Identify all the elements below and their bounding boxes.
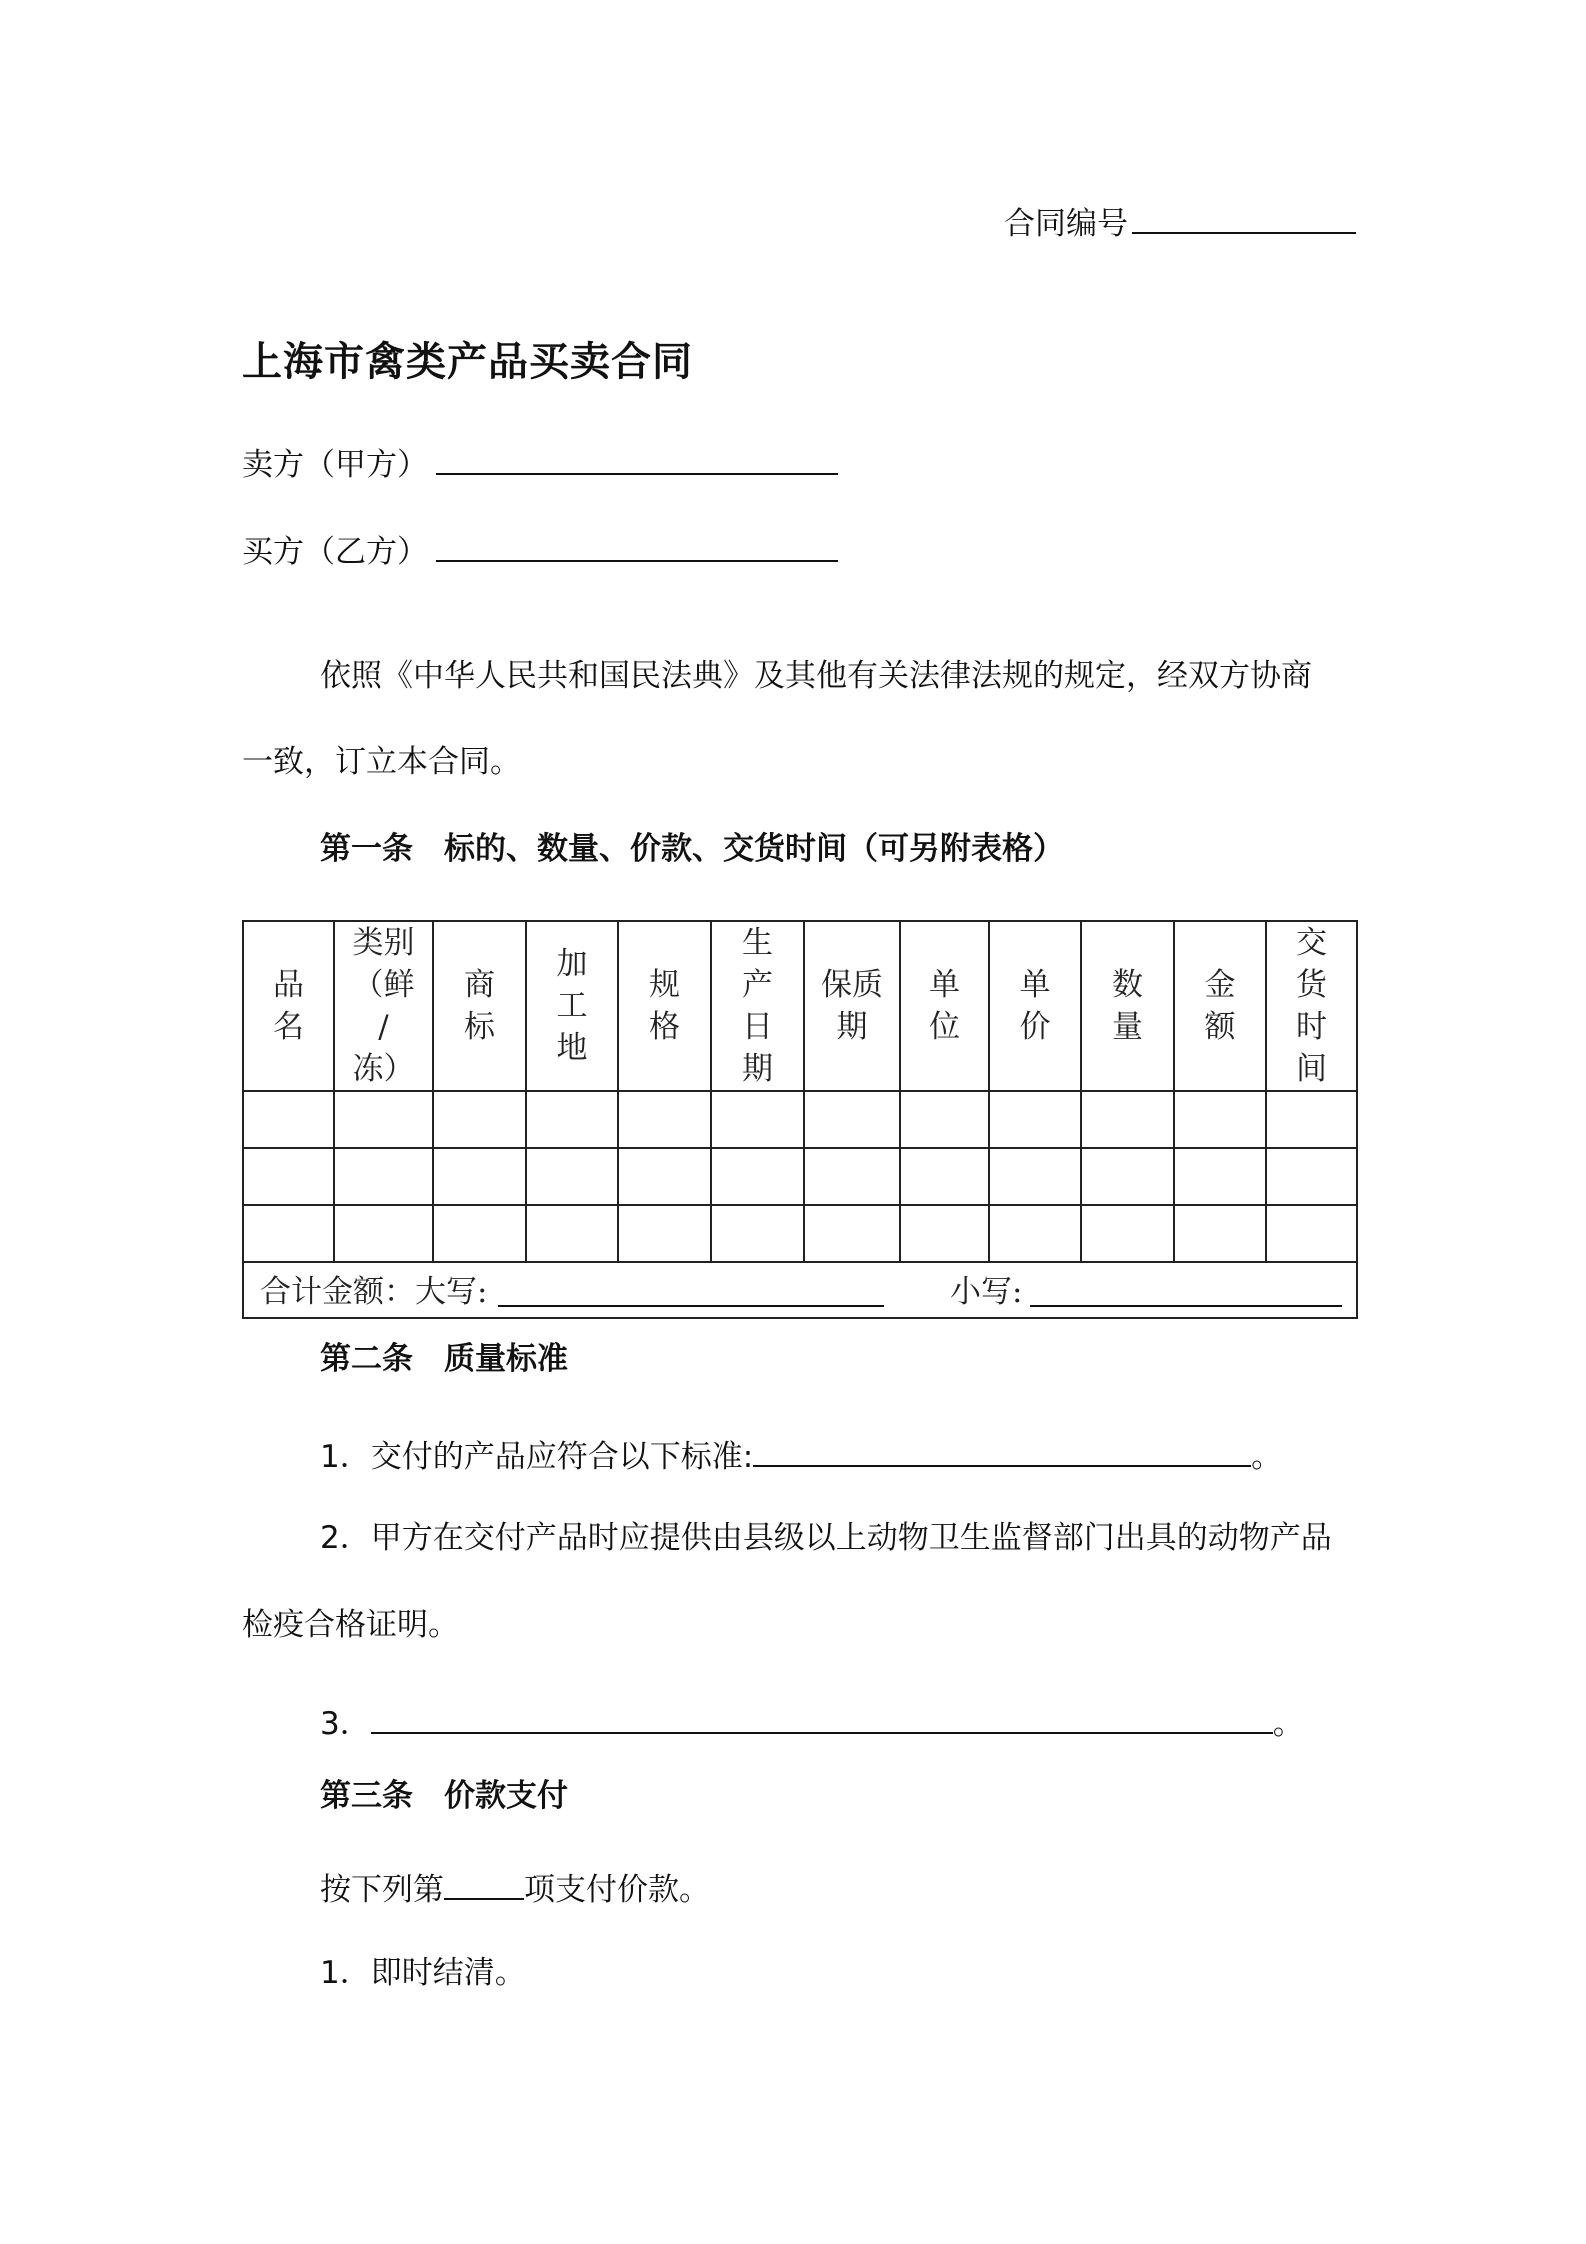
- table-cell[interactable]: [1266, 1205, 1357, 1262]
- article-2-title: 第二条 质量标准: [320, 1341, 568, 1377]
- total-amount-figures-field[interactable]: [1030, 1277, 1342, 1307]
- table-cell[interactable]: [989, 1148, 1081, 1205]
- table-cell[interactable]: [334, 1148, 433, 1205]
- header-amount: 金 额: [1174, 921, 1266, 1091]
- header-production-date: 生 产 日 期: [711, 921, 804, 1091]
- header-processing-place: 加 工 地: [526, 921, 618, 1091]
- table-cell[interactable]: [1081, 1091, 1174, 1148]
- table-cell[interactable]: [433, 1205, 526, 1262]
- article-2-item-2-line-1: 2．甲方在交付产品时应提供由县级以上动物卫生监督部门出具的动物产品: [320, 1520, 1332, 1556]
- article-1-title: 第一条 标的、数量、价款、交货时间（可另附表格）: [320, 831, 1064, 867]
- table-cell[interactable]: [243, 1205, 334, 1262]
- contract-number-line: [1004, 202, 1356, 240]
- article-2-item-3: [320, 1702, 1304, 1740]
- header-brand: 商 标: [433, 921, 526, 1091]
- article-2-item-1-text: 1．交付的产品应符合以下标准:: [320, 1439, 754, 1475]
- buyer-field[interactable]: [436, 530, 838, 562]
- article-3-item-1: 1．即时结清。: [320, 1955, 526, 1991]
- table-cell[interactable]: [900, 1205, 989, 1262]
- table-cell[interactable]: [334, 1091, 433, 1148]
- article-2-item-3-field[interactable]: [371, 1702, 1273, 1734]
- header-category: 类别 （鲜 / 冻）: [334, 921, 433, 1091]
- table-total-row: [243, 1262, 1357, 1318]
- total-amount-figures-label: 小写:: [950, 1274, 1023, 1310]
- contract-number-field[interactable]: [1132, 202, 1356, 234]
- table-cell[interactable]: [618, 1205, 711, 1262]
- table-cell[interactable]: [804, 1205, 900, 1262]
- table-cell[interactable]: [711, 1205, 804, 1262]
- intro-line-2: 一致，订立本合同。: [242, 744, 521, 780]
- total-amount-words-label: 合计金额：大写:: [260, 1274, 488, 1310]
- header-product-name: 品 名: [243, 921, 334, 1091]
- table-row: [243, 1205, 1357, 1262]
- table-cell[interactable]: [618, 1148, 711, 1205]
- header-quantity: 数 量: [1081, 921, 1174, 1091]
- table-cell[interactable]: [526, 1148, 618, 1205]
- article-2-item-1: [320, 1435, 1282, 1473]
- table-cell[interactable]: [1174, 1148, 1266, 1205]
- table-header-row: [243, 921, 1357, 1091]
- table-cell[interactable]: [711, 1148, 804, 1205]
- header-unit-price: 单 价: [989, 921, 1081, 1091]
- article-3-intro-post: 项支付价款。: [524, 1872, 710, 1908]
- buyer-line: [242, 530, 838, 568]
- table-cell[interactable]: [1266, 1091, 1357, 1148]
- table-cell[interactable]: [334, 1205, 433, 1262]
- intro-line-1: 依照《中华人民共和国民法典》及其他有关法律法规的规定，经双方协商: [320, 658, 1312, 694]
- table-cell[interactable]: [711, 1091, 804, 1148]
- article-2-item-2-line-2: 检疫合格证明。: [242, 1607, 459, 1643]
- article-3-title: 第三条 价款支付: [320, 1778, 568, 1814]
- payment-option-field[interactable]: [444, 1868, 524, 1900]
- total-amount-words-field[interactable]: [498, 1277, 884, 1307]
- quality-standard-field[interactable]: [753, 1435, 1251, 1467]
- table-cell[interactable]: [243, 1091, 334, 1148]
- header-shelf-life: 保质 期: [804, 921, 900, 1091]
- table-cell[interactable]: [1081, 1148, 1174, 1205]
- table-cell[interactable]: [243, 1148, 334, 1205]
- table-cell[interactable]: [900, 1148, 989, 1205]
- table-cell[interactable]: [804, 1148, 900, 1205]
- table-cell[interactable]: [1174, 1205, 1266, 1262]
- goods-table: [242, 920, 1358, 1319]
- table-cell[interactable]: [433, 1091, 526, 1148]
- total-cell: [243, 1262, 1357, 1318]
- table-cell[interactable]: [1266, 1148, 1357, 1205]
- header-specification: 规 格: [618, 921, 711, 1091]
- table-cell[interactable]: [433, 1148, 526, 1205]
- contract-number-label: 合同编号: [1004, 206, 1128, 242]
- table-cell[interactable]: [804, 1091, 900, 1148]
- header-delivery-time: 交 货 时 间: [1266, 921, 1357, 1091]
- header-unit: 单 位: [900, 921, 989, 1091]
- table-cell[interactable]: [526, 1091, 618, 1148]
- table-cell[interactable]: [900, 1091, 989, 1148]
- table-cell[interactable]: [618, 1091, 711, 1148]
- table-row: [243, 1091, 1357, 1148]
- article-2-item-3-end: 。: [1272, 1706, 1304, 1742]
- article-3-intro: [320, 1868, 710, 1906]
- seller-field[interactable]: [436, 443, 838, 475]
- article-2-item-1-end: 。: [1251, 1439, 1283, 1475]
- table-row: [243, 1148, 1357, 1205]
- article-3-intro-pre: 按下列第: [320, 1872, 444, 1908]
- table-cell[interactable]: [526, 1205, 618, 1262]
- table-cell[interactable]: [989, 1205, 1081, 1262]
- document-title: 上海市禽类产品买卖合同: [242, 339, 693, 385]
- table-cell[interactable]: [1174, 1091, 1266, 1148]
- article-2-item-3-number: 3．: [320, 1706, 371, 1742]
- table-cell[interactable]: [1081, 1205, 1174, 1262]
- seller-line: [242, 443, 838, 481]
- buyer-label: 买方（乙方）: [242, 534, 428, 570]
- table-cell[interactable]: [989, 1091, 1081, 1148]
- seller-label: 卖方（甲方）: [242, 447, 428, 483]
